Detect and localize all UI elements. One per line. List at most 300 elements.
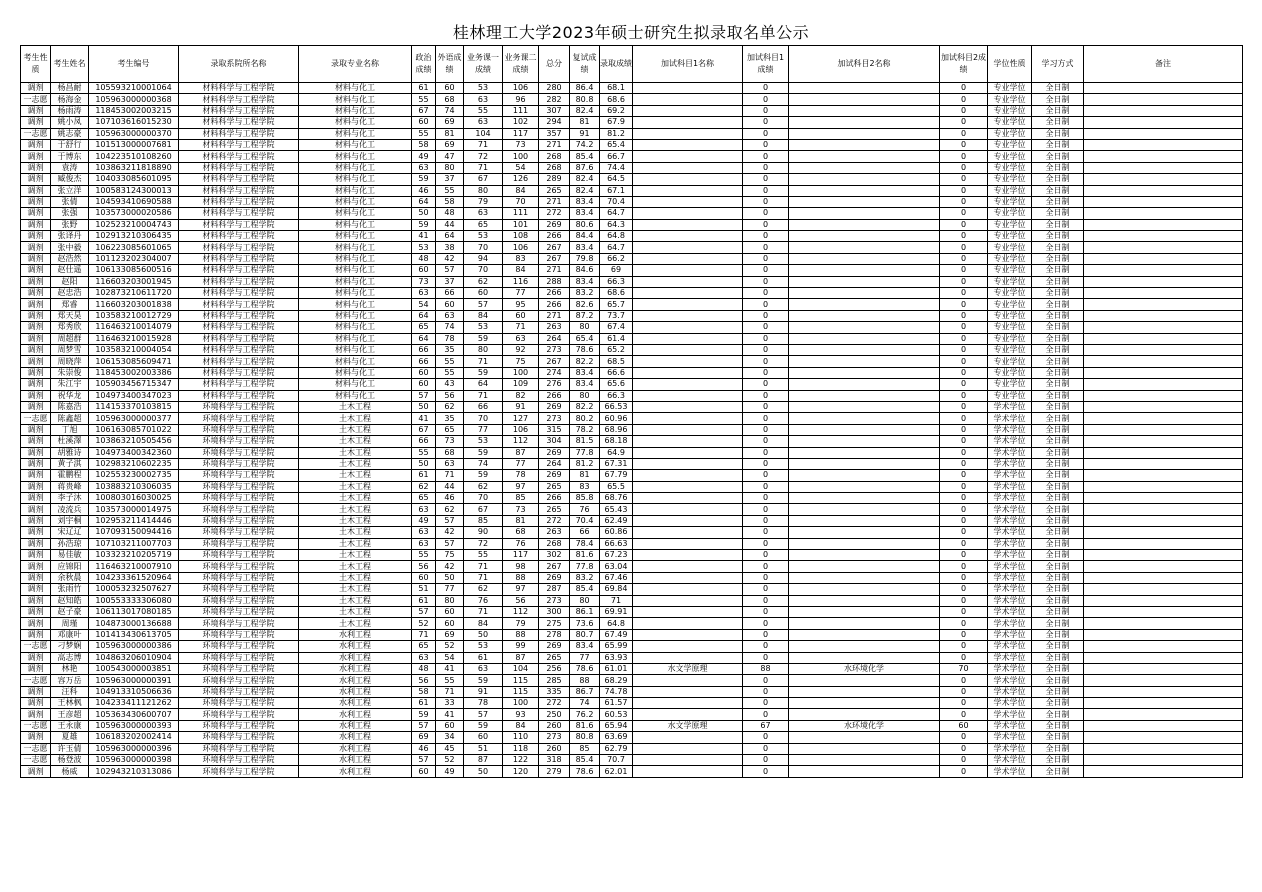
table-cell: 0 bbox=[743, 732, 789, 743]
table-cell: 全日制 bbox=[1032, 493, 1084, 504]
table-cell: 水利工程 bbox=[299, 766, 412, 777]
table-cell: 调剂 bbox=[21, 401, 51, 412]
table-cell bbox=[633, 299, 743, 310]
table-cell: 材料科学与工程学院 bbox=[179, 276, 299, 287]
table-cell: 于舒行 bbox=[51, 139, 89, 150]
table-cell: 58 bbox=[412, 686, 436, 697]
table-cell: 学术学位 bbox=[988, 527, 1032, 538]
table-cell: 材料科学与工程学院 bbox=[179, 128, 299, 139]
table-cell bbox=[789, 470, 940, 481]
table-cell: 材料与化工 bbox=[299, 333, 412, 344]
table-cell: 0 bbox=[940, 413, 988, 424]
table-cell: 全日制 bbox=[1032, 356, 1084, 367]
table-cell: 85.8 bbox=[570, 493, 600, 504]
table-cell: 材料科学与工程学院 bbox=[179, 367, 299, 378]
table-cell: 60 bbox=[940, 720, 988, 731]
table-cell: 66.53 bbox=[600, 401, 633, 412]
table-cell: 68.96 bbox=[600, 424, 633, 435]
table-cell: 水利工程 bbox=[299, 652, 412, 663]
table-cell: 专业学位 bbox=[988, 379, 1032, 390]
admission-table bbox=[20, 45, 1243, 778]
table-cell: 78 bbox=[464, 698, 503, 709]
table-cell: 调剂 bbox=[21, 288, 51, 299]
table-cell: 71 bbox=[464, 561, 503, 572]
table-cell: 272 bbox=[539, 208, 570, 219]
table-row bbox=[21, 151, 1243, 162]
table-cell: 一志愿 bbox=[21, 720, 51, 731]
table-cell: 0 bbox=[940, 561, 988, 572]
table-cell: 318 bbox=[539, 755, 570, 766]
table-cell: 81 bbox=[436, 128, 464, 139]
table-cell: 0 bbox=[940, 288, 988, 299]
table-cell: 0 bbox=[940, 367, 988, 378]
table-cell: 271 bbox=[539, 196, 570, 207]
table-cell: 0 bbox=[940, 401, 988, 412]
table-cell: 刁梦娴 bbox=[51, 641, 89, 652]
table-cell bbox=[1084, 606, 1243, 617]
table-cell: 学术学位 bbox=[988, 720, 1032, 731]
table-cell bbox=[1084, 117, 1243, 128]
table-cell: 材料与化工 bbox=[299, 128, 412, 139]
table-row bbox=[21, 766, 1243, 777]
table-cell: 应锦阳 bbox=[51, 561, 89, 572]
table-cell: 266 bbox=[539, 288, 570, 299]
table-cell: 315 bbox=[539, 424, 570, 435]
table-cell: 0 bbox=[743, 629, 789, 640]
table-row bbox=[21, 401, 1243, 412]
table-cell: 赵忠浩 bbox=[51, 288, 89, 299]
table-cell: 环境科学与工程学院 bbox=[179, 538, 299, 549]
table-cell bbox=[789, 629, 940, 640]
table-cell: 材料科学与工程学院 bbox=[179, 185, 299, 196]
table-cell: 全日制 bbox=[1032, 572, 1084, 583]
table-cell: 环境科学与工程学院 bbox=[179, 629, 299, 640]
table-cell: 100 bbox=[503, 367, 539, 378]
table-cell: 278 bbox=[539, 629, 570, 640]
table-cell: 0 bbox=[940, 424, 988, 435]
table-cell: 57 bbox=[436, 515, 464, 526]
table-cell: 学术学位 bbox=[988, 743, 1032, 754]
table-cell: 64.7 bbox=[600, 208, 633, 219]
table-cell bbox=[789, 458, 940, 469]
table-cell: 103863211818890 bbox=[89, 162, 179, 173]
table-cell: 学术学位 bbox=[988, 481, 1032, 492]
table-cell: 全日制 bbox=[1032, 675, 1084, 686]
table-cell: 106 bbox=[503, 83, 539, 94]
table-cell: 97 bbox=[503, 584, 539, 595]
table-cell: 63 bbox=[412, 652, 436, 663]
table-cell: 水利工程 bbox=[299, 698, 412, 709]
table-cell: 材料科学与工程学院 bbox=[179, 310, 299, 321]
table-cell: 学术学位 bbox=[988, 584, 1032, 595]
table-cell: 68.1 bbox=[600, 83, 633, 94]
table-cell: 63.04 bbox=[600, 561, 633, 572]
table-cell: 266 bbox=[539, 299, 570, 310]
table-cell bbox=[789, 481, 940, 492]
table-cell: 一志愿 bbox=[21, 641, 51, 652]
table-cell: 74 bbox=[464, 458, 503, 469]
table-cell: 环境科学与工程学院 bbox=[179, 755, 299, 766]
table-cell: 74.78 bbox=[600, 686, 633, 697]
table-cell bbox=[789, 288, 940, 299]
table-cell: 60 bbox=[436, 618, 464, 629]
table-cell: 张强 bbox=[51, 208, 89, 219]
table-cell: 0 bbox=[743, 379, 789, 390]
table-cell: 69 bbox=[436, 117, 464, 128]
table-cell: 土木工程 bbox=[299, 584, 412, 595]
table-cell bbox=[789, 550, 940, 561]
table-cell bbox=[1084, 174, 1243, 185]
table-cell: 0 bbox=[743, 436, 789, 447]
table-cell: 102913210306435 bbox=[89, 231, 179, 242]
table-cell: 水文学原理 bbox=[633, 720, 743, 731]
table-cell: 土木工程 bbox=[299, 493, 412, 504]
table-cell: 111 bbox=[503, 105, 539, 116]
table-cell: 38 bbox=[436, 242, 464, 253]
table-cell: 调剂 bbox=[21, 663, 51, 674]
table-cell: 材料与化工 bbox=[299, 231, 412, 242]
table-cell bbox=[633, 675, 743, 686]
table-cell: 袁涛 bbox=[51, 162, 89, 173]
table-cell: 78 bbox=[503, 470, 539, 481]
table-cell: 269 bbox=[539, 470, 570, 481]
table-cell: 118453002003386 bbox=[89, 367, 179, 378]
table-cell bbox=[633, 83, 743, 94]
table-cell: 0 bbox=[743, 470, 789, 481]
table-cell: 87 bbox=[503, 447, 539, 458]
table-cell: 87 bbox=[464, 755, 503, 766]
table-cell: 82.2 bbox=[570, 356, 600, 367]
table-cell: 凌流兵 bbox=[51, 504, 89, 515]
table-cell bbox=[633, 401, 743, 412]
table-cell bbox=[633, 766, 743, 777]
table-cell: 100053232507627 bbox=[89, 584, 179, 595]
table-cell: 学术学位 bbox=[988, 766, 1032, 777]
table-cell: 66.2 bbox=[600, 253, 633, 264]
table-cell: 专业学位 bbox=[988, 174, 1032, 185]
table-cell: 65.4 bbox=[570, 333, 600, 344]
table-cell: 全日制 bbox=[1032, 538, 1084, 549]
table-cell: 全日制 bbox=[1032, 231, 1084, 242]
table-cell bbox=[1084, 83, 1243, 94]
table-cell: 学术学位 bbox=[988, 709, 1032, 720]
table-cell: 70.4 bbox=[600, 196, 633, 207]
table-cell: 全日制 bbox=[1032, 652, 1084, 663]
table-cell: 63 bbox=[412, 504, 436, 515]
table-cell bbox=[633, 276, 743, 287]
table-cell: 100583124300013 bbox=[89, 185, 179, 196]
table-cell: 266 bbox=[539, 231, 570, 242]
table-cell bbox=[633, 561, 743, 572]
table-cell: 材料科学与工程学院 bbox=[179, 322, 299, 333]
table-cell: 0 bbox=[940, 493, 988, 504]
table-cell: 111 bbox=[503, 208, 539, 219]
table-cell: 72 bbox=[464, 151, 503, 162]
table-cell: 0 bbox=[940, 470, 988, 481]
table-row bbox=[21, 413, 1243, 424]
table-cell: 土木工程 bbox=[299, 618, 412, 629]
table-cell: 82.6 bbox=[570, 299, 600, 310]
table-cell: 0 bbox=[743, 242, 789, 253]
table-cell bbox=[789, 219, 940, 230]
table-cell: 调剂 bbox=[21, 458, 51, 469]
table-cell: 环境科学与工程学院 bbox=[179, 698, 299, 709]
table-cell: 0 bbox=[940, 162, 988, 173]
table-cell: 61.01 bbox=[600, 663, 633, 674]
table-cell: 水利工程 bbox=[299, 641, 412, 652]
table-cell: 76.2 bbox=[570, 709, 600, 720]
table-cell: 41 bbox=[412, 231, 436, 242]
table-cell: 0 bbox=[940, 698, 988, 709]
table-cell: 105903456715347 bbox=[89, 379, 179, 390]
table-cell: 郑天昊 bbox=[51, 310, 89, 321]
table-cell: 0 bbox=[743, 401, 789, 412]
table-cell: 材料科学与工程学院 bbox=[179, 83, 299, 94]
table-cell: 74 bbox=[436, 322, 464, 333]
table-cell bbox=[633, 538, 743, 549]
table-cell: 调剂 bbox=[21, 527, 51, 538]
table-cell: 60 bbox=[436, 720, 464, 731]
table-cell: 267 bbox=[539, 253, 570, 264]
table-cell: 84 bbox=[503, 265, 539, 276]
table-cell: 环境科学与工程学院 bbox=[179, 447, 299, 458]
table-cell: 80 bbox=[570, 322, 600, 333]
table-cell: 土木工程 bbox=[299, 606, 412, 617]
table-cell: 79 bbox=[503, 618, 539, 629]
table-cell: 环境科学与工程学院 bbox=[179, 595, 299, 606]
table-cell: 调剂 bbox=[21, 732, 51, 743]
table-cell: 57 bbox=[412, 606, 436, 617]
table-cell: 0 bbox=[743, 151, 789, 162]
table-cell bbox=[633, 196, 743, 207]
table-cell: 调剂 bbox=[21, 253, 51, 264]
table-cell: 容万岳 bbox=[51, 675, 89, 686]
table-cell: 41 bbox=[412, 413, 436, 424]
table-cell bbox=[1084, 447, 1243, 458]
table-cell bbox=[789, 208, 940, 219]
table-cell: 71 bbox=[464, 390, 503, 401]
table-cell: 80.2 bbox=[570, 413, 600, 424]
table-cell bbox=[789, 766, 940, 777]
table-cell bbox=[789, 641, 940, 652]
table-cell: 88 bbox=[503, 629, 539, 640]
table-cell: 55 bbox=[412, 550, 436, 561]
table-row bbox=[21, 595, 1243, 606]
table-row bbox=[21, 231, 1243, 242]
table-cell: 88 bbox=[503, 572, 539, 583]
table-cell: 68.18 bbox=[600, 436, 633, 447]
table-cell: 268 bbox=[539, 162, 570, 173]
table-cell: 73 bbox=[503, 139, 539, 150]
table-cell: 101123202304007 bbox=[89, 253, 179, 264]
column-header: 加试科目2成绩 bbox=[940, 46, 988, 83]
table-cell: 全日制 bbox=[1032, 344, 1084, 355]
table-cell: 全日制 bbox=[1032, 424, 1084, 435]
table-cell: 274 bbox=[539, 367, 570, 378]
table-cell: 土木工程 bbox=[299, 572, 412, 583]
table-cell: 116 bbox=[503, 276, 539, 287]
table-cell: 0 bbox=[743, 413, 789, 424]
table-cell: 一志愿 bbox=[21, 128, 51, 139]
table-cell: 材料科学与工程学院 bbox=[179, 242, 299, 253]
table-cell bbox=[1084, 276, 1243, 287]
table-cell: 余秋晨 bbox=[51, 572, 89, 583]
table-cell: 土木工程 bbox=[299, 413, 412, 424]
table-cell bbox=[789, 709, 940, 720]
table-cell: 学术学位 bbox=[988, 561, 1032, 572]
table-cell: 全日制 bbox=[1032, 595, 1084, 606]
table-cell: 学术学位 bbox=[988, 504, 1032, 515]
table-row bbox=[21, 698, 1243, 709]
table-cell: 霍鹏程 bbox=[51, 470, 89, 481]
table-cell bbox=[1084, 618, 1243, 629]
table-cell: 118 bbox=[503, 743, 539, 754]
table-cell: 0 bbox=[940, 447, 988, 458]
table-cell: 104 bbox=[464, 128, 503, 139]
table-cell: 学术学位 bbox=[988, 755, 1032, 766]
table-cell: 275 bbox=[539, 618, 570, 629]
table-cell bbox=[633, 231, 743, 242]
table-cell: 77 bbox=[570, 652, 600, 663]
table-cell bbox=[789, 436, 940, 447]
table-cell bbox=[633, 458, 743, 469]
table-cell: 土木工程 bbox=[299, 447, 412, 458]
table-cell: 67.9 bbox=[600, 117, 633, 128]
table-cell bbox=[789, 310, 940, 321]
table-cell: 全日制 bbox=[1032, 390, 1084, 401]
table-cell: 304 bbox=[539, 436, 570, 447]
table-cell: 100803016030025 bbox=[89, 493, 179, 504]
table-row bbox=[21, 652, 1243, 663]
table-cell bbox=[633, 333, 743, 344]
table-cell: 63.69 bbox=[600, 732, 633, 743]
table-cell: 赵知皓 bbox=[51, 595, 89, 606]
table-cell: 材料与化工 bbox=[299, 174, 412, 185]
table-cell: 85 bbox=[464, 515, 503, 526]
table-cell: 姚小凤 bbox=[51, 117, 89, 128]
table-cell: 66 bbox=[412, 344, 436, 355]
table-row bbox=[21, 265, 1243, 276]
table-cell: 调剂 bbox=[21, 504, 51, 515]
table-row bbox=[21, 618, 1243, 629]
table-cell: 260 bbox=[539, 720, 570, 731]
table-cell: 夏雄 bbox=[51, 732, 89, 743]
table-cell: 69 bbox=[436, 139, 464, 150]
table-cell: 材料与化工 bbox=[299, 219, 412, 230]
table-cell: 0 bbox=[940, 151, 988, 162]
table-cell: 272 bbox=[539, 698, 570, 709]
table-cell: 水文学原理 bbox=[633, 663, 743, 674]
table-cell: 调剂 bbox=[21, 162, 51, 173]
table-cell: 调剂 bbox=[21, 310, 51, 321]
table-cell: 115 bbox=[503, 686, 539, 697]
table-cell: 专业学位 bbox=[988, 185, 1032, 196]
table-cell: 65.2 bbox=[600, 344, 633, 355]
table-cell: 0 bbox=[940, 83, 988, 94]
table-cell: 专业学位 bbox=[988, 288, 1032, 299]
table-cell: 环境科学与工程学院 bbox=[179, 470, 299, 481]
table-cell: 全日制 bbox=[1032, 436, 1084, 447]
table-cell: 269 bbox=[539, 401, 570, 412]
table-cell: 环境科学与工程学院 bbox=[179, 504, 299, 515]
table-cell: 丁旭 bbox=[51, 424, 89, 435]
table-cell bbox=[789, 356, 940, 367]
column-header: 录取成绩 bbox=[600, 46, 633, 83]
table-row bbox=[21, 208, 1243, 219]
table-cell: 273 bbox=[539, 732, 570, 743]
table-cell: 86.7 bbox=[570, 686, 600, 697]
table-cell: 86.4 bbox=[570, 83, 600, 94]
table-cell bbox=[789, 105, 940, 116]
table-cell: 60 bbox=[412, 379, 436, 390]
table-cell: 84 bbox=[503, 720, 539, 731]
table-cell: 陈鑫超 bbox=[51, 413, 89, 424]
table-cell bbox=[1084, 219, 1243, 230]
table-cell: 287 bbox=[539, 584, 570, 595]
table-cell bbox=[633, 356, 743, 367]
table-cell: 71 bbox=[464, 606, 503, 617]
table-cell: 环境科学与工程学院 bbox=[179, 458, 299, 469]
table-cell bbox=[633, 105, 743, 116]
table-cell bbox=[633, 698, 743, 709]
table-cell: 64 bbox=[412, 196, 436, 207]
table-cell bbox=[633, 174, 743, 185]
table-cell: 0 bbox=[940, 436, 988, 447]
table-cell bbox=[789, 299, 940, 310]
table-cell: 68.76 bbox=[600, 493, 633, 504]
table-cell bbox=[1084, 709, 1243, 720]
table-row bbox=[21, 584, 1243, 595]
table-cell: 88 bbox=[743, 663, 789, 674]
table-cell: 全日制 bbox=[1032, 288, 1084, 299]
table-cell: 环境科学与工程学院 bbox=[179, 663, 299, 674]
table-cell: 63 bbox=[464, 208, 503, 219]
table-cell: 60.53 bbox=[600, 709, 633, 720]
table-cell bbox=[633, 413, 743, 424]
table-cell: 材料与化工 bbox=[299, 344, 412, 355]
table-cell: 材料科学与工程学院 bbox=[179, 94, 299, 105]
table-cell bbox=[789, 652, 940, 663]
table-cell: 调剂 bbox=[21, 424, 51, 435]
table-cell: 材料与化工 bbox=[299, 367, 412, 378]
table-cell bbox=[1084, 242, 1243, 253]
table-cell: 265 bbox=[539, 652, 570, 663]
table-cell: 105963000000393 bbox=[89, 720, 179, 731]
table-cell: 55 bbox=[412, 128, 436, 139]
table-cell: 57 bbox=[412, 390, 436, 401]
table-cell: 0 bbox=[940, 390, 988, 401]
table-cell bbox=[1084, 356, 1243, 367]
table-cell: 91 bbox=[503, 401, 539, 412]
table-cell: 调剂 bbox=[21, 436, 51, 447]
table-cell: 0 bbox=[743, 94, 789, 105]
table-cell: 85 bbox=[570, 743, 600, 754]
table-cell: 77 bbox=[503, 458, 539, 469]
table-cell: 65 bbox=[412, 493, 436, 504]
table-cell: 调剂 bbox=[21, 698, 51, 709]
table-cell: 0 bbox=[743, 367, 789, 378]
table-cell bbox=[789, 606, 940, 617]
table-cell: 60 bbox=[412, 117, 436, 128]
table-cell: 李子沐 bbox=[51, 493, 89, 504]
table-cell: 调剂 bbox=[21, 550, 51, 561]
table-cell: 66.63 bbox=[600, 538, 633, 549]
table-cell: 97 bbox=[503, 481, 539, 492]
table-cell: 60 bbox=[464, 288, 503, 299]
table-cell: 0 bbox=[940, 185, 988, 196]
table-cell: 全日制 bbox=[1032, 584, 1084, 595]
table-cell: 66.7 bbox=[600, 151, 633, 162]
